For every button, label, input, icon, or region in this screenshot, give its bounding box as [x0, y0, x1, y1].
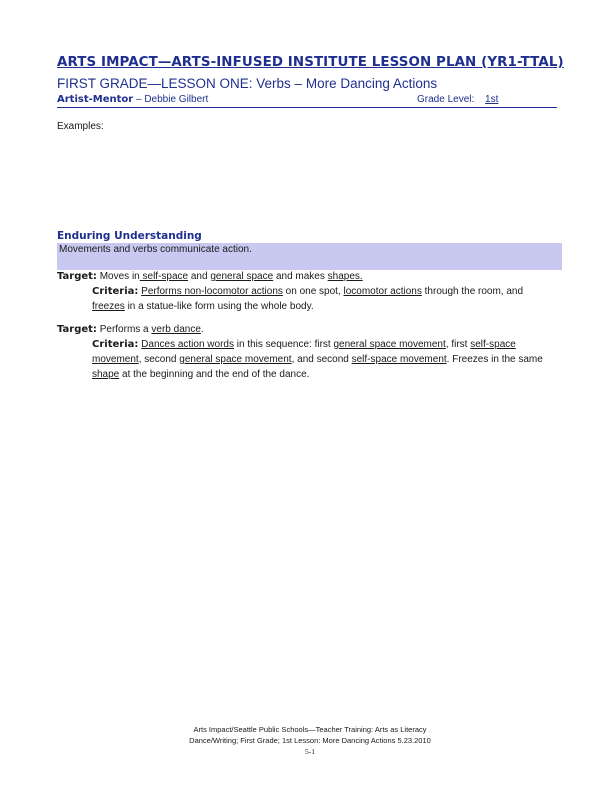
criteria-1-label: Criteria:	[92, 286, 139, 297]
target-1-term: general space	[210, 271, 274, 282]
target-1-text: and	[188, 271, 211, 282]
target-1-term: self-space	[139, 271, 189, 282]
criteria-2-term: general space movement	[179, 354, 292, 365]
grade-level	[417, 93, 498, 106]
target-2-text: .	[200, 324, 204, 335]
footer-line-2: Dance/Writing; First Grade; 1st Lesson: More Dancing Actions 5.23.2010	[189, 736, 431, 745]
criteria-2-term: Dances action words	[141, 339, 234, 350]
criteria-1-text: on one spot,	[282, 286, 344, 297]
criteria-2-text: at the beginning and the end of the dance.	[119, 369, 310, 380]
target-1-criteria	[92, 284, 557, 314]
enduring-understanding-text: Movements and verbs communicate action.	[59, 244, 252, 255]
criteria-1-text: in a statue-like form using the whole body.	[124, 301, 314, 312]
target-2-term: verb dance	[151, 324, 201, 335]
grade-level-label: Grade Level:	[417, 94, 475, 105]
examples-label: Examples:	[57, 121, 104, 132]
criteria-2-term: self-space movement	[92, 339, 516, 365]
lesson-subtitle: FIRST GRADE—LESSON ONE: Verbs – More Dancing Actions	[57, 76, 438, 91]
target-2-criteria	[92, 337, 557, 382]
footer-line-1: Arts Impact/Seattle Public Schools—Teacher Training: Arts as Literacy	[193, 725, 427, 734]
target-2	[57, 323, 562, 337]
criteria-2-text: , and second	[291, 354, 352, 365]
target-1	[57, 270, 562, 284]
target-1-label: Target:	[57, 271, 97, 282]
criteria-2-term: self-space movement	[351, 354, 447, 365]
grade-level-value: 1st	[485, 94, 499, 105]
mentor-name: – Debbie Gilbert	[133, 94, 209, 105]
criteria-2-term: general space movement	[333, 339, 446, 350]
target-1-term: shapes.	[327, 271, 363, 282]
enduring-understanding-box	[57, 243, 562, 270]
target-2-text: Performs a	[96, 324, 152, 335]
criteria-2-text: , second	[138, 354, 180, 365]
mentor-label: Artist-Mentor	[57, 94, 134, 105]
criteria-2-text: . Freezes in the same	[446, 354, 543, 365]
target-2-label: Target:	[57, 324, 97, 335]
criteria-1-text: through the room, and	[421, 286, 524, 297]
target-1-text: and makes	[273, 271, 328, 282]
criteria-2-text: , first	[445, 339, 471, 350]
page-footer	[120, 724, 500, 757]
criteria-1-term: Performs non-locomotor actions	[141, 286, 283, 297]
criteria-2-term: shape	[92, 369, 120, 380]
criteria-1-term: locomotor actions	[343, 286, 422, 297]
page-number: 5-1	[305, 747, 315, 756]
mentor-line	[57, 93, 557, 108]
criteria-1-term: freezes	[92, 301, 125, 312]
page-title: ARTS IMPACT—ARTS-INFUSED INSTITUTE LESSON PLAN (YR1-TTAL)	[57, 55, 564, 70]
target-1-text: Moves in	[96, 271, 140, 282]
criteria-2-text: in this sequence: first	[233, 339, 334, 350]
criteria-2-label: Criteria:	[92, 339, 139, 350]
enduring-understanding-heading: Enduring Understanding	[57, 230, 202, 242]
